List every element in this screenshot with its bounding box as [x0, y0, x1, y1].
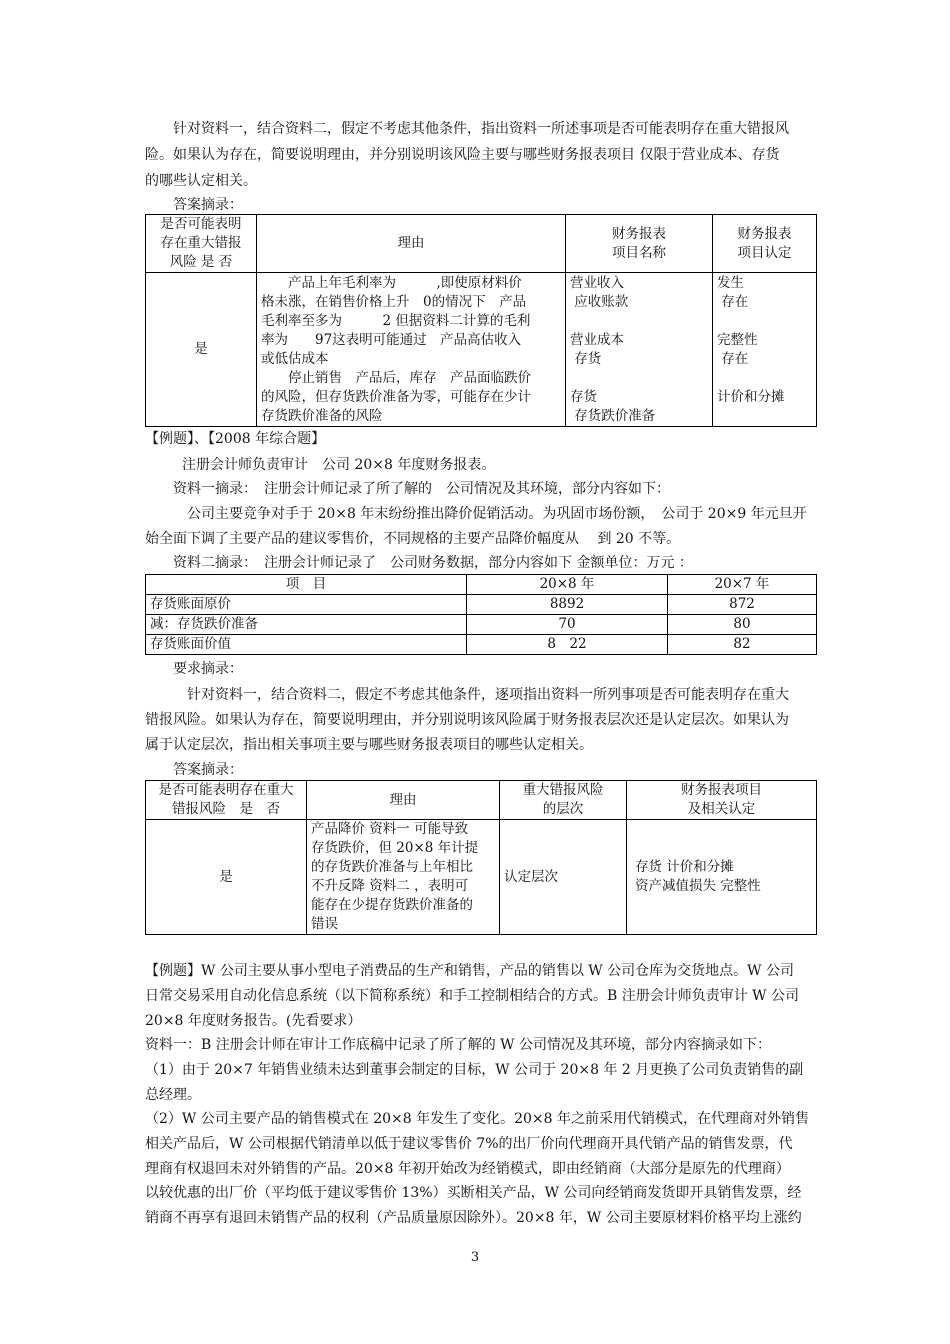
q1-req-line-1: 针对资料一，结合资料二，假定不考虑其他条件，指出资料一所述事项是否可能表明存在重大错报风: [173, 121, 789, 137]
q1-cell-items: 营业收入 应收账款 营业成本 存货 存货 存货跌价准备: [566, 273, 713, 427]
ex2-cell-reason: 产品降价 资料一 可能导致 存货跌价，但 20×8 年计提 的存货跌价准备与上年相比 不升反降 资料二 ，表明可 能存在少提存货跌价准备的 错误: [307, 820, 500, 935]
ex3-line-2: 日常交易采用自动化信息系统（以下简称系统）和手工控制相结合的方式。B 注册会计师负责审计 W 公司: [145, 988, 800, 1004]
ex2-req-line-3: 属于认定层次，指出相关事项主要与哪些财务报表项目的哪些认定相关。: [145, 737, 593, 753]
fin-row-label: 存货账面原价: [146, 595, 467, 615]
ex2-material-2-title: 资料二摘录： 注册会计师记录了 公司财务数据，部分内容如下 金额单位：万元 ：: [173, 555, 693, 571]
ex2-answer-label: 答案摘录：: [173, 762, 243, 778]
ex3-line-5: （1）由于 20×7 年销售业绩未达到董事会制定的目标，W 公司于 20×8 年 2 月更换了公司负责销售的副: [145, 1062, 804, 1078]
ex2-material-1-line-1: 公司主要竞争对手于 20×8 年末纷纷推出降价促销活动。为巩固市场份额， 公司于 20×9 年元旦开: [173, 506, 807, 522]
q1-cell-assertions: 发生 存在 完整性 存在 计价和分摊: [713, 273, 817, 427]
ex2-title: 【例题】、【2008 年综合题】: [145, 431, 326, 447]
fin-row-value: 8 22: [467, 635, 668, 655]
ex3-line-1: 【例题】W 公司主要从事小型电子消费品的生产和销售，产品的销售以 W 公司仓库为交货地点。W 公司: [145, 963, 794, 979]
q1-header-risk: 是否可能表明 存在重大错报 风险 是 否: [146, 215, 257, 273]
fin-header-2007: 20×7 年: [668, 575, 817, 595]
fin-row-value: 80: [668, 615, 817, 635]
fin-row-value: 82: [668, 635, 817, 655]
ex2-header-level: 重大错报风险 的层次: [500, 781, 627, 820]
q1-cell-risk: 是: [146, 273, 257, 427]
q1-answer-table: [145, 214, 817, 427]
q1-req-line-3: 的哪些认定相关。: [145, 173, 257, 189]
ex2-material-1-title: 资料一摘录： 注册会计师记录了所了解的 公司情况及其环境，部分内容如下：: [173, 481, 670, 497]
fin-row-value: 70: [467, 615, 668, 635]
q1-answer-label: 答案摘录：: [173, 197, 243, 213]
fin-row-label: 减：存货跌价准备: [146, 615, 467, 635]
ex2-req-line-1: 针对资料一，结合资料二，假定不考虑其他条件，逐项指出资料一所列事项是否可能表明存在重大: [187, 687, 789, 703]
fin-row-label: 存货账面价值: [146, 635, 467, 655]
ex2-cell-level: 认定层次: [500, 820, 627, 935]
q1-cell-reason: 产品上年毛利率为 ,即使原材料价 格未涨，在销售价格上升 0的情况下 产品 毛利率至多为 2 但据资料二计算的毛利 率为 97这表明可能通过 产品高估收入 或低估成本 停止销售 产品后，库存 产品面临跌价 的风险，但存货跌价准备为零，可能存在少计 存货跌价准备的风险: [257, 273, 566, 427]
ex3-line-7: （2）W 公司主要产品的销售模式在 20×8 年发生了变化。20×8 年之前采用代销模式，在代理商对外销售: [145, 1111, 809, 1127]
fin-header-2008: 20×8 年: [467, 575, 668, 595]
fin-row-value: 872: [668, 595, 817, 615]
ex2-req-line-2: 错报风险。如果认为存在，简要说明理由，并分别说明该风险属于财务报表层次还是认定层次。如果认为: [145, 712, 789, 728]
ex2-cell-risk: 是: [146, 820, 307, 935]
ex2-header-risk: 是否可能表明存在重大 错报风险 是 否: [146, 781, 307, 820]
ex2-req-label: 要求摘录：: [173, 661, 243, 677]
ex3-line-4: 资料一：B 注册会计师在审计工作底稿中记录了所了解的 W 公司情况及其环境，部分内容摘录如下：: [145, 1037, 772, 1053]
ex2-header-assertion: 财务报表项目 及相关认定: [627, 781, 817, 820]
q1-req-line-2: 险。如果认为存在，简要说明理由，并分别说明该风险主要与哪些财务报表项目 仅限于营业成本、存货: [145, 147, 780, 163]
ex2-material-1-line-2: 始全面下调了主要产品的建议零售价，不同规格的主要产品降价幅度从 到 20 不等。: [145, 531, 681, 547]
ex3-line-8: 相关产品后，W 公司根据代销清单以低于建议零售价 7%的出厂价向代理商开具代销产品的销售发票，代: [145, 1136, 793, 1152]
ex3-line-6: 总经理。: [145, 1087, 201, 1103]
page-number: 3: [470, 1250, 480, 1265]
q1-header-reason: 理由: [257, 215, 566, 273]
ex2-financial-table: [145, 574, 817, 655]
ex3-line-11: 销商不再享有退回未销售产品的权利（产品质量原因除外）。20×8 年，W 公司主要原材料价格平均上涨约: [145, 1210, 802, 1226]
ex3-line-10: 以较优惠的出厂价（平均低于建议零售价 13%）买断相关产品，W 公司向经销商发货即开具销售发票，经: [145, 1185, 802, 1201]
fin-header-item: 项 目: [146, 575, 467, 595]
q1-header-item: 财务报表 项目名称: [566, 215, 713, 273]
ex2-cell-assertion: 存货 计价和分摊 资产减值损失 完整性: [627, 820, 817, 935]
ex3-line-9: 理商有权退回未对外销售的产品。20×8 年初开始改为经销模式，即由经销商（大部分是原先的代理商）: [145, 1161, 790, 1177]
ex3-line-3: 20×8 年度财务报告。(先看要求）: [145, 1013, 362, 1029]
fin-row-value: 8892: [467, 595, 668, 615]
q1-header-assertion: 财务报表 项目认定: [713, 215, 817, 273]
ex2-answer-table: [145, 780, 817, 935]
ex2-intro: 注册会计师负责审计 公司 20×8 年度财务报表。: [182, 457, 496, 473]
ex2-header-reason: 理由: [307, 781, 500, 820]
